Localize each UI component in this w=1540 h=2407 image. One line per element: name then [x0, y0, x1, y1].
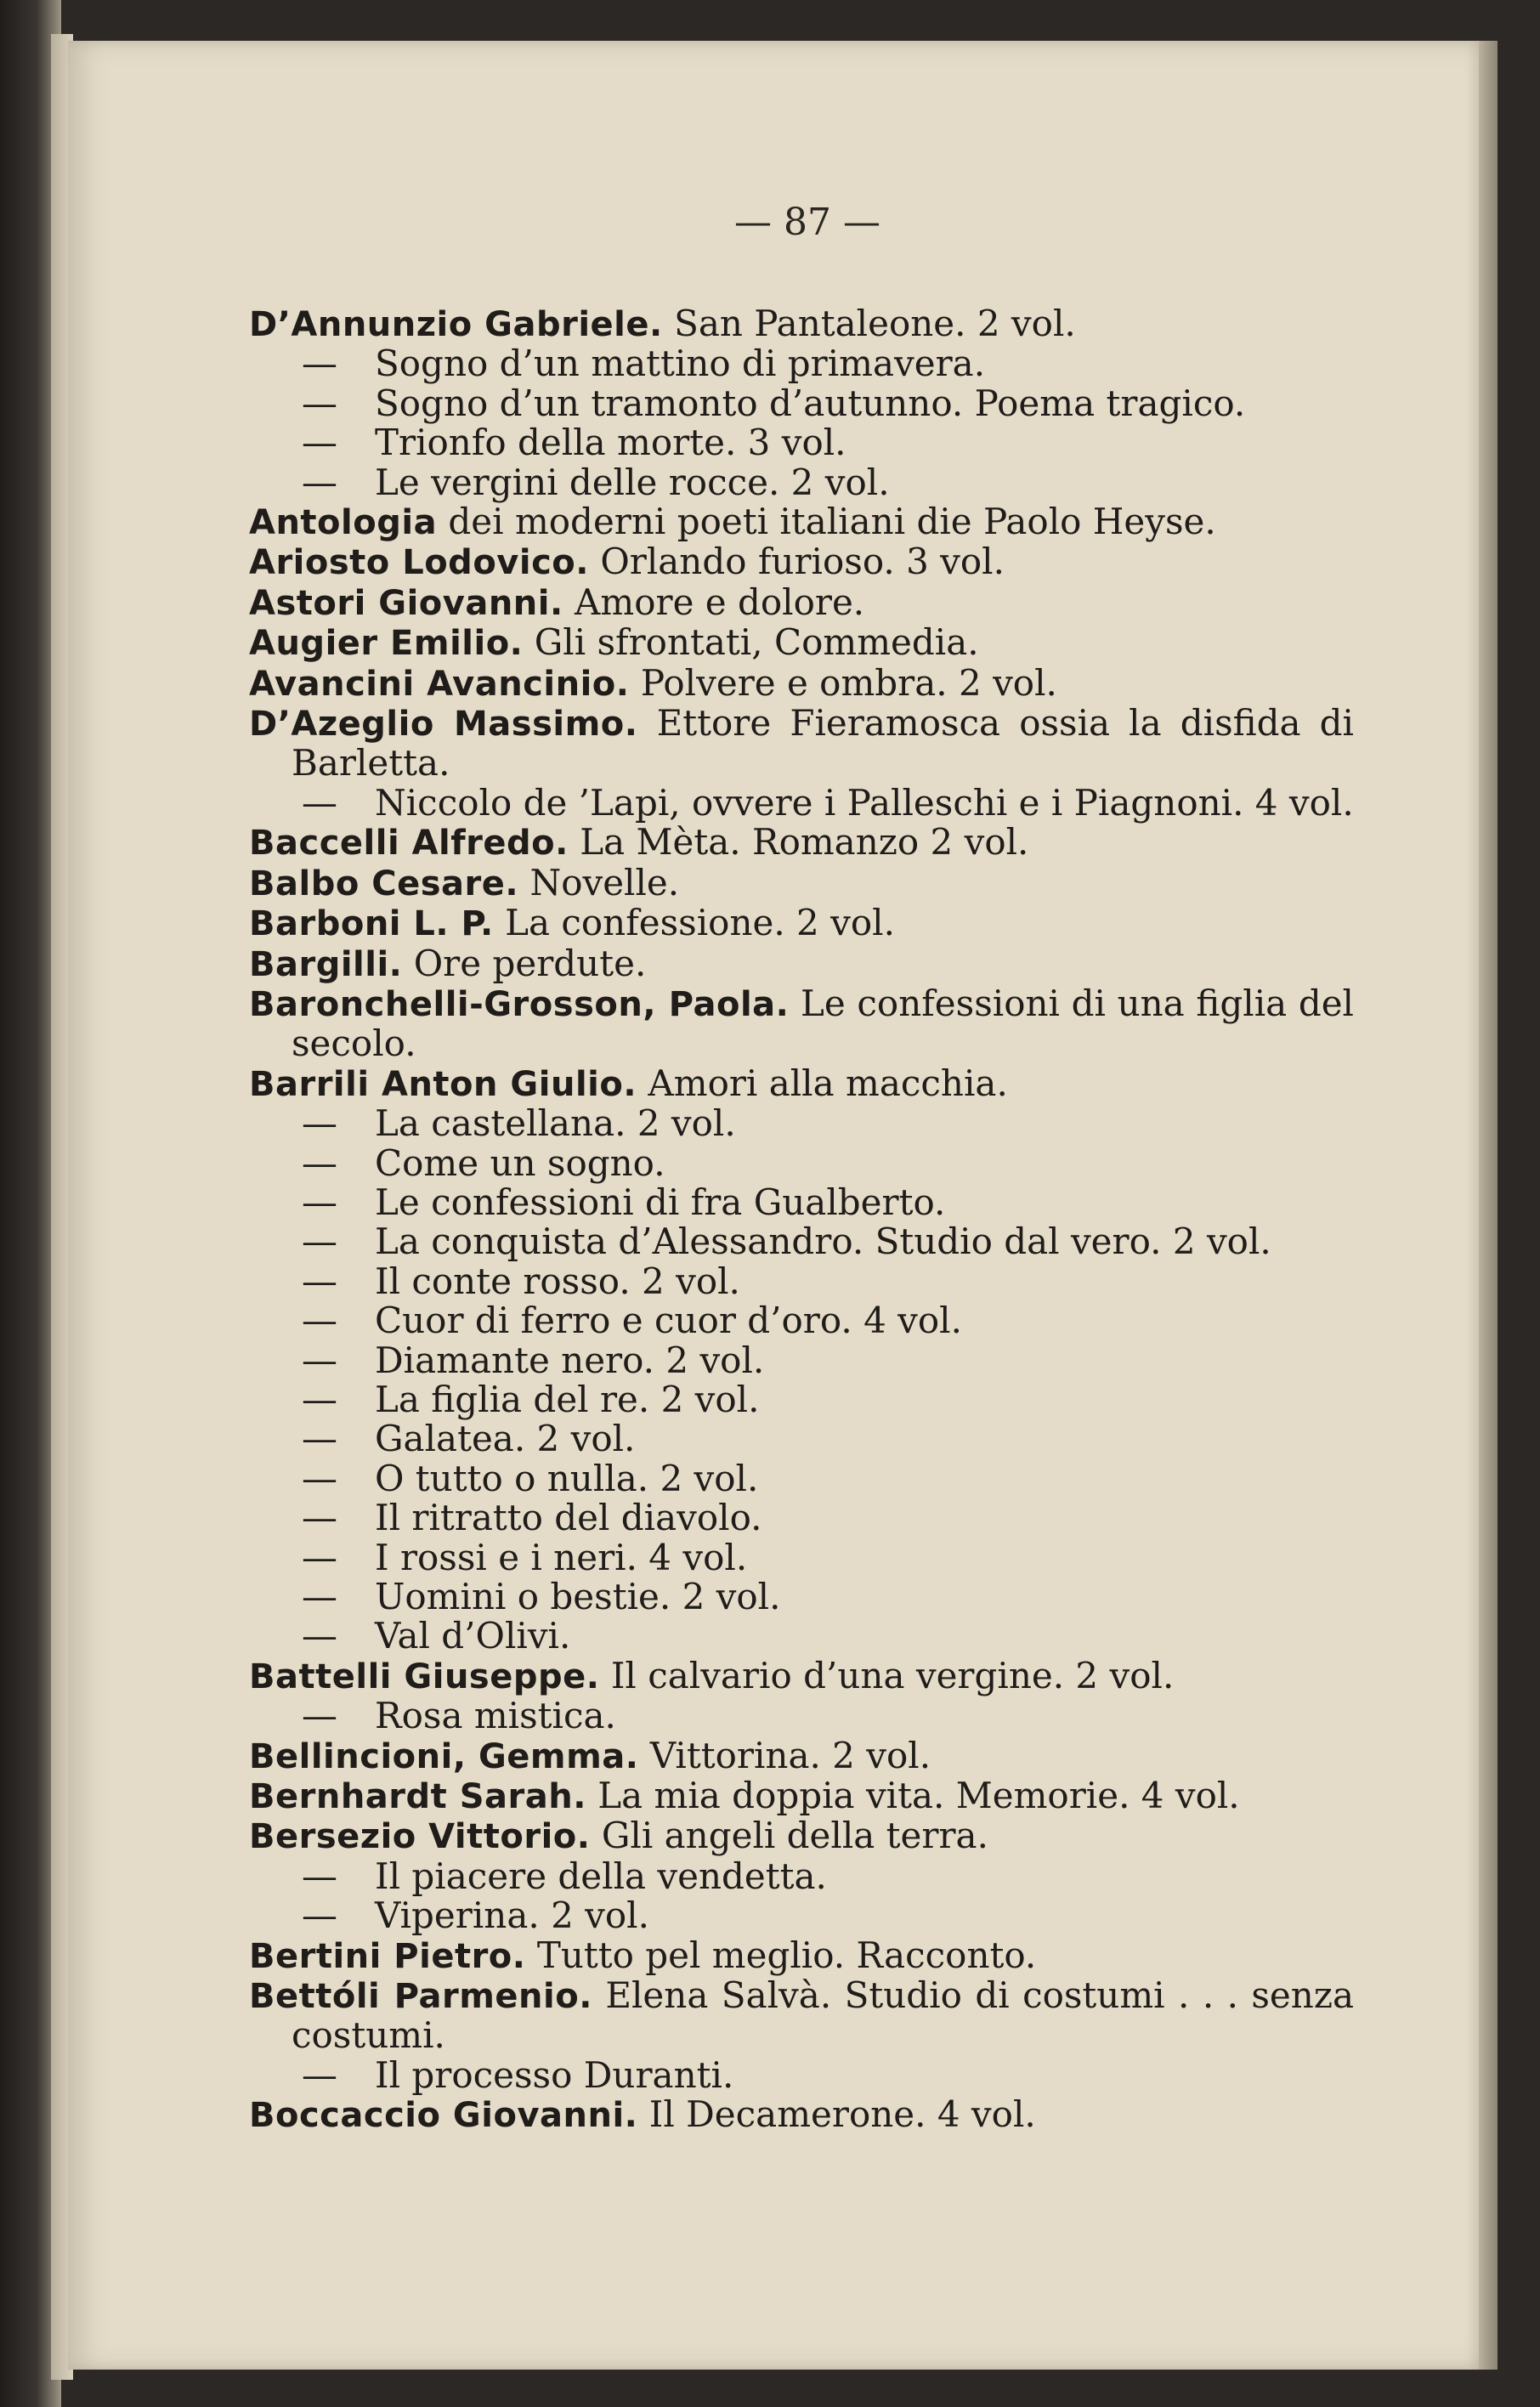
work-title: La Mèta. Romanzo 2 vol. — [580, 821, 1029, 864]
ditto-dash: — — [302, 1457, 337, 1499]
author-name: Barboni L. P. — [249, 904, 494, 944]
work-title: Niccolo de ’Lapi, ovvere i Palleschi e i Piagnoni. 4 vol. — [375, 781, 1354, 824]
catalog-sub-entry — [249, 463, 1354, 502]
ditto-dash: — — [302, 461, 337, 503]
work-title: Elena Salvà. Studio di costumi . . . senza costumi. — [292, 1974, 1354, 2057]
catalog-sub-entry — [249, 1301, 1354, 1340]
catalog-entry — [249, 861, 1354, 903]
work-title: La mia doppia vita. Memorie. 4 vol. — [597, 1775, 1240, 1817]
catalog-entry — [249, 823, 1354, 863]
catalog-entry — [249, 502, 1354, 542]
ditto-dash: — — [302, 1418, 337, 1460]
catalog-entry — [249, 1816, 1354, 1856]
work-title: Il calvario d’una vergine. 2 vol. — [610, 1654, 1175, 1696]
author-name: Augier Emilio. — [249, 624, 524, 664]
catalog-sub-entry — [249, 344, 1354, 383]
ditto-dash: — — [302, 1102, 337, 1145]
author-name: Boccaccio Giovanni. — [249, 2096, 638, 2136]
ditto-dash: — — [302, 1497, 337, 1539]
catalog-sub-entry — [249, 1141, 1354, 1184]
work-title: Come un sogno. — [375, 1141, 665, 1184]
catalog-entry — [249, 661, 1354, 704]
author-name: Barrili Anton Giulio. — [249, 1064, 637, 1104]
author-name: Bernhardt Sarah. — [249, 1777, 586, 1817]
work-title: Val d’Olivi. — [375, 1615, 571, 1657]
catalog-entry — [249, 944, 1354, 984]
ditto-dash: — — [302, 1220, 337, 1263]
ditto-dash: — — [302, 1300, 337, 1342]
work-title: dei moderni poeti italiani die Paolo Heyse. — [448, 501, 1216, 543]
work-title: Tutto pel meglio. Racconto. — [536, 1934, 1037, 1976]
work-title: La figlia del re. 2 vol. — [375, 1378, 760, 1420]
author-name: Bargilli. — [249, 944, 403, 984]
catalog-entry — [249, 1976, 1354, 2056]
work-title: Uomini o bestie. 2 vol. — [375, 1576, 781, 1617]
work-title: Viperina. 2 vol. — [375, 1894, 649, 1937]
catalog-entry — [249, 1936, 1354, 1976]
ditto-dash: — — [302, 1536, 337, 1578]
ditto-dash: — — [302, 343, 337, 385]
ditto-dash: — — [302, 1339, 337, 1381]
catalog-sub-entry — [249, 1262, 1354, 1301]
catalog-entry — [249, 542, 1354, 582]
work-title: Il conte rosso. 2 vol. — [375, 1260, 740, 1302]
work-title: San Pantaleone. 2 vol. — [674, 303, 1076, 344]
author-name: Balbo Cesare. — [249, 864, 519, 903]
author-name: Bettóli Parmenio. — [249, 1977, 592, 2017]
work-title: O tutto o nulla. 2 vol. — [375, 1457, 759, 1499]
work-title: La castellana. 2 vol. — [375, 1102, 736, 1145]
author-name: Bellincioni, Gemma. — [249, 1736, 639, 1776]
work-title: Orlando furioso. 3 vol. — [600, 541, 1005, 583]
catalog-sub-entry — [249, 2053, 1354, 2096]
author-name: Avancini Avancinio. — [249, 664, 630, 704]
catalog-sub-entry — [249, 1380, 1354, 1419]
catalog-entry — [249, 304, 1354, 344]
catalog-sub-entry — [249, 1696, 1354, 1736]
book-page — [68, 41, 1479, 2370]
catalog-sub-entry — [249, 1538, 1354, 1577]
catalog-entry — [249, 1654, 1354, 1696]
work-title: Sogno d’un tramonto d’autunno. Poema tragico. — [375, 382, 1246, 424]
work-title: I rossi e i neri. 4 vol. — [375, 1536, 748, 1578]
catalog-entry — [249, 583, 1354, 623]
author-name: Antologia — [249, 503, 438, 543]
author-name: Baronchelli-Grosson, Paola. — [249, 984, 790, 1024]
ditto-dash: — — [302, 1615, 337, 1657]
catalog-entry — [249, 984, 1354, 1064]
catalog-sub-entry — [249, 781, 1354, 824]
work-title: Rosa mistica. — [375, 1695, 616, 1737]
work-title: Ettore Fieramosca ossia la disfida di Barletta. — [292, 702, 1354, 784]
author-name: Baccelli Alfredo. — [249, 824, 569, 864]
ditto-dash: — — [302, 1894, 337, 1937]
work-title: Trionfo della morte. 3 vol. — [375, 422, 846, 464]
catalog-sub-entry — [249, 423, 1354, 462]
right-page-edge — [1479, 41, 1498, 2370]
author-name: Bertini Pietro. — [249, 1936, 526, 1976]
work-title: Il Decamerone. 4 vol. — [648, 2093, 1036, 2136]
catalog-sub-entry — [249, 1222, 1354, 1261]
work-title: Il processo Duranti. — [375, 2053, 734, 2096]
catalog-entry — [249, 623, 1354, 663]
catalog-entry — [249, 903, 1354, 943]
work-title: Le confessioni di una figlia del secolo. — [292, 982, 1354, 1065]
author-name: Ariosto Lodovico. — [249, 543, 589, 583]
author-name: Bersezio Vittorio. — [249, 1817, 591, 1857]
work-title: Gli angeli della terra. — [601, 1815, 988, 1857]
work-title: Polvere e ombra. 2 vol. — [640, 661, 1057, 704]
catalog-entry — [249, 704, 1354, 784]
author-name: Astori Giovanni. — [249, 583, 563, 623]
author-name: D’Azeglio Massimo. — [249, 705, 638, 745]
catalog-sub-entry — [249, 1617, 1354, 1656]
catalog-entry — [249, 1064, 1354, 1104]
author-name: Battelli Giuseppe. — [249, 1657, 600, 1696]
catalog-entry — [249, 2095, 1354, 2135]
ditto-dash: — — [302, 382, 337, 424]
work-title: Ore perdute. — [413, 942, 647, 984]
ditto-dash: — — [302, 1855, 337, 1897]
ditto-dash: — — [302, 1378, 337, 1420]
catalog-sub-entry — [249, 1183, 1354, 1222]
work-title: Amore e dolore. — [575, 581, 865, 623]
work-title: Le confessioni di fra Gualberto. — [375, 1181, 946, 1223]
work-title: Le vergini delle rocce. 2 vol. — [375, 461, 890, 503]
work-title: Sogno d’un mattino di primavera. — [375, 343, 986, 385]
catalog-sub-entry — [249, 1459, 1354, 1498]
catalog-sub-entry — [249, 1104, 1354, 1143]
ditto-dash: — — [302, 1695, 337, 1737]
work-title: Gli sfrontati, Commedia. — [534, 621, 979, 664]
ditto-dash: — — [302, 2053, 337, 2096]
work-title: Cuor di ferro e cuor d’oro. 4 vol. — [375, 1300, 962, 1342]
catalog-entry-list — [249, 304, 1354, 2136]
author-name: D’Annunzio Gabriele. — [249, 305, 663, 344]
work-title: Galatea. 2 vol. — [375, 1418, 636, 1460]
catalog-sub-entry — [249, 1577, 1354, 1617]
catalog-sub-entry — [249, 1419, 1354, 1458]
ditto-dash: — — [302, 422, 337, 464]
catalog-sub-entry — [249, 384, 1354, 423]
catalog-sub-entry — [249, 1896, 1354, 1935]
ditto-dash: — — [302, 1260, 337, 1302]
work-title: Vittorina. 2 vol. — [649, 1734, 931, 1776]
catalog-entry — [249, 1776, 1354, 1816]
catalog-sub-entry — [249, 1857, 1354, 1896]
work-title: Il piacere della vendetta. — [375, 1855, 827, 1897]
catalog-sub-entry — [249, 1498, 1354, 1538]
ditto-dash: — — [302, 1141, 337, 1184]
work-title: Il ritratto del diavolo. — [375, 1497, 762, 1539]
page-number: — 87 — — [734, 201, 880, 244]
work-title: Novelle. — [529, 861, 680, 903]
work-title: Amori alla macchia. — [648, 1062, 1008, 1104]
work-title: Diamante nero. 2 vol. — [375, 1339, 765, 1381]
ditto-dash: — — [302, 1181, 337, 1223]
ditto-dash: — — [302, 781, 337, 824]
catalog-sub-entry — [249, 1341, 1354, 1380]
catalog-entry — [249, 1736, 1354, 1776]
work-title: La conquista d’Alessandro. Studio dal vero. 2 vol. — [375, 1220, 1271, 1263]
work-title: La confessione. 2 vol. — [505, 902, 895, 944]
ditto-dash: — — [302, 1576, 337, 1617]
